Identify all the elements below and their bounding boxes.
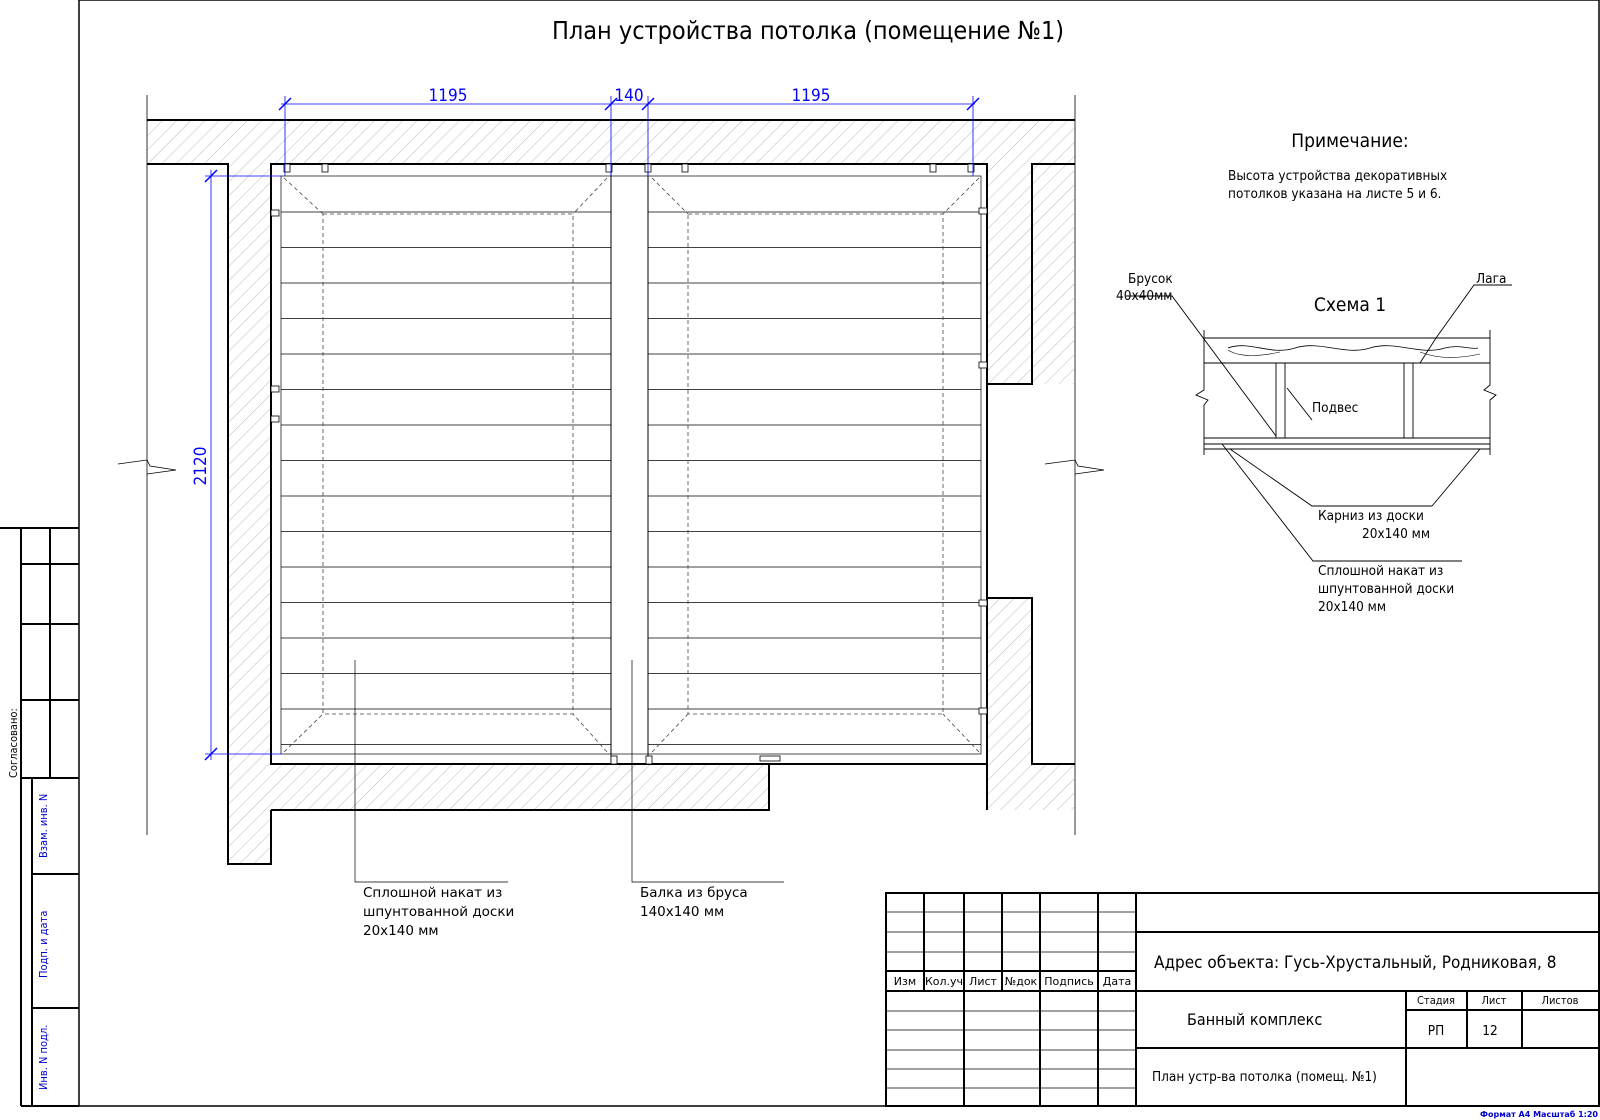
- sheet-header: Лист: [1481, 994, 1507, 1007]
- scheme-cornice-label-2: 20х140 мм: [1362, 526, 1430, 542]
- format-note: Формат А4 Масштаб 1:20: [1480, 1110, 1598, 1119]
- scheme-cornice-label-1: Карниз из доски: [1318, 508, 1424, 524]
- sheet-title: План устройства потолка (помещение №1): [551, 16, 1065, 45]
- note-title: Примечание:: [1291, 130, 1409, 152]
- dimension-top-right: 1195: [791, 86, 831, 106]
- svg-text:Балка из бруса: Балка из бруса: [640, 885, 748, 901]
- dimension-vertical: 2120: [191, 446, 211, 486]
- callout-beam: [640, 885, 748, 920]
- sign-date-label: Подп. и дата: [37, 910, 50, 978]
- callout-boarding: [363, 885, 514, 939]
- note-line-2: потолков указана на листе 5 и 6.: [1228, 186, 1442, 202]
- scheme-boarding-label-3: 20х140 мм: [1318, 599, 1386, 615]
- svg-text:Лист: Лист: [969, 975, 997, 988]
- svg-text:Дата: Дата: [1102, 975, 1132, 988]
- scheme-1: [1116, 271, 1512, 615]
- scheme-boarding-label-1: Сплошной накат из: [1318, 563, 1444, 579]
- scheme-title: Схема 1: [1313, 294, 1387, 316]
- svg-text:№док: №док: [1004, 975, 1038, 988]
- svg-text:Кол.уч: Кол.уч: [924, 975, 964, 988]
- agreed-label: Согласовано:: [7, 708, 20, 778]
- stage-value: РП: [1427, 1023, 1445, 1039]
- scheme-bar-label-2: 40х40мм: [1116, 288, 1173, 304]
- sheet-number: 12: [1482, 1023, 1498, 1039]
- bottom-wall: [271, 764, 769, 810]
- title-block-headers: [894, 975, 1131, 988]
- svg-text:20х140 мм: 20х140 мм: [363, 923, 439, 939]
- dimension-top-middle: 140: [614, 86, 644, 106]
- note-line-1: Высота устройства декоративных: [1228, 168, 1448, 184]
- right-wall-upper: [987, 164, 1027, 384]
- svg-text:Подпись: Подпись: [1044, 975, 1094, 988]
- svg-text:Изм: Изм: [893, 975, 917, 988]
- project-name: Банный комплекс: [1187, 1010, 1323, 1029]
- room-outline: [271, 164, 987, 764]
- scheme-boarding-label-2: шпунтованной доски: [1318, 581, 1455, 597]
- scheme-hanger-label: Подвес: [1312, 400, 1359, 416]
- scheme-joist-label: Лага: [1476, 271, 1507, 287]
- left-wall: [228, 164, 271, 864]
- drawing-name: План устр-ва потолка (помещ. №1): [1152, 1069, 1377, 1085]
- dimension-top-left: 1195: [428, 86, 468, 106]
- sheets-header: Листов: [1541, 994, 1579, 1007]
- svg-text:140х140 мм: 140х140 мм: [640, 904, 725, 920]
- svg-text:Сплошной накат из: Сплошной накат из: [363, 885, 503, 901]
- floor-plan: [118, 95, 1104, 864]
- scheme-bar-label-1: Брусок: [1128, 271, 1173, 287]
- ref-inv-label: Взам. инв. N: [37, 793, 50, 858]
- svg-text:шпунтованной доски: шпунтованной доски: [363, 904, 515, 920]
- address-text: Адрес объекта: Гусь-Хрустальный, Родниковая, 8: [1154, 953, 1557, 973]
- right-wall-lower: [987, 598, 1032, 810]
- stage-header: Стадия: [1417, 994, 1455, 1007]
- inv-no-label: Инв. N подл.: [37, 1024, 50, 1090]
